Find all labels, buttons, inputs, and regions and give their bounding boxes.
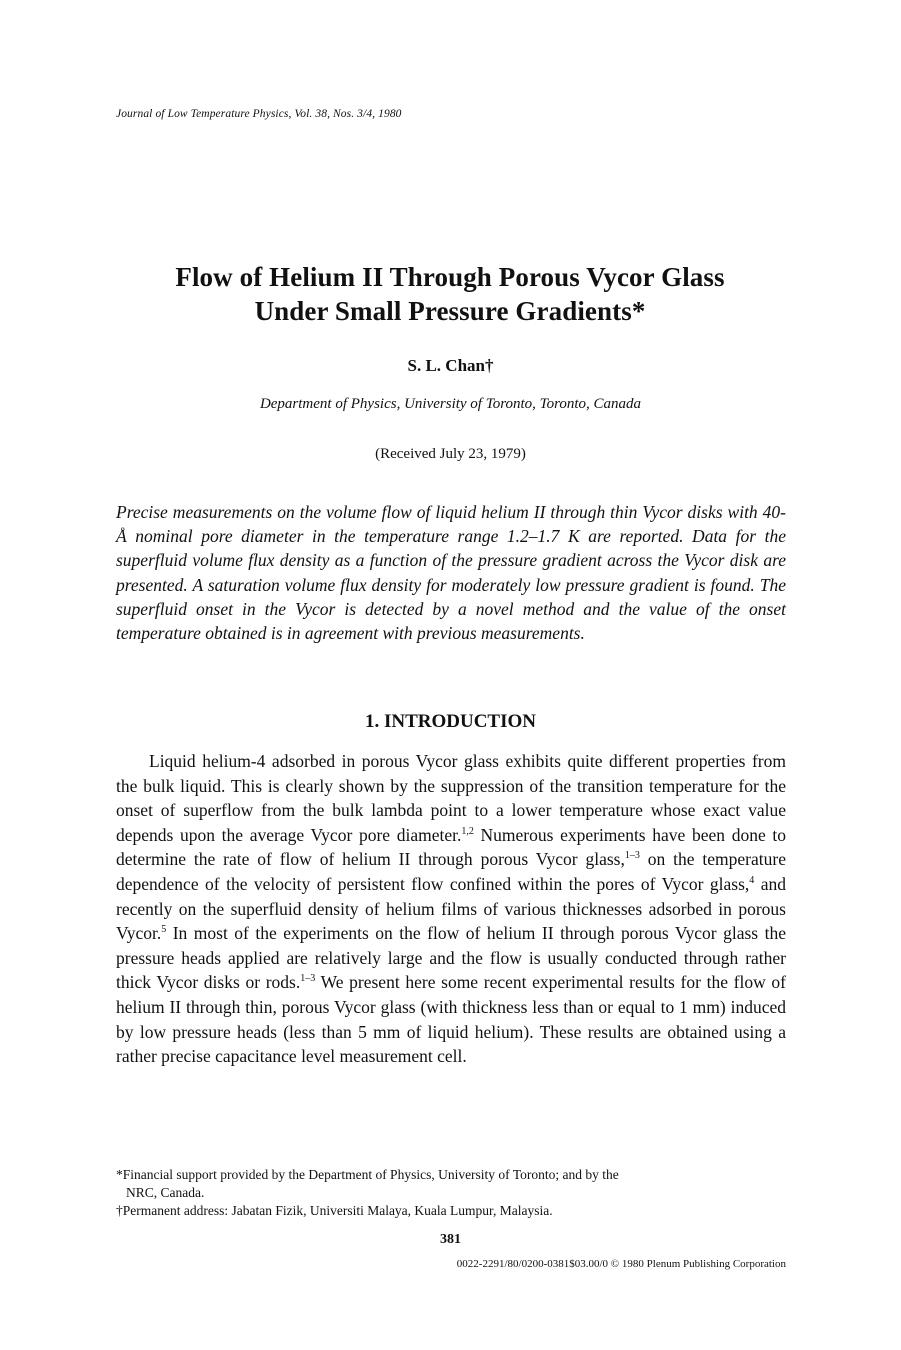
author-affiliation: Department of Physics, University of Toronto, Toronto, Canada xyxy=(259,396,642,412)
citation-ref: 4 xyxy=(749,874,755,886)
author-name: S. L. Chan† xyxy=(407,356,494,375)
intro-text-2: Numerous experiments have been done to determine the rate of flow of helium II through porous Vycor glass, xyxy=(116,824,786,870)
abstract: Precise measurements on the volume flow of liquid helium II through thin Vycor disks with 40-Å nominal pore diameter in the temperature range 1.2–1.7 K are reported. Data for the superfluid volume flux density as a function of the pressure gradient across the Vycor disk are presented. A saturation volume flux density for moderately low pressure gradient is found. The superfluid onset in the Vycor is detected by a novel method and the value of the onset temperature obtained is in agreement with previous measurements. xyxy=(116,502,786,644)
intro-text-6: We present here some recent experimental results for the flow of helium II through thin, porous Vycor glass (with thickness less than or equal to 1 mm) induced by low pressure heads (less than 5 mm of liquid helium). These results are obtained using a rather precise capacitance level measurement cell. xyxy=(116,972,786,1067)
journal-citation: Journal of Low Temperature Physics, Vol. 38, Nos. 3/4, 1980 xyxy=(116,108,402,120)
title-line-1: Flow of Helium II Through Porous Vycor Glass xyxy=(175,262,725,292)
introduction-body xyxy=(116,749,786,1069)
article-title xyxy=(90,260,810,328)
footnote-address: †Permanent address: Jabatan Fizik, Universiti Malaya, Kuala Lumpur, Malaysia. xyxy=(116,1203,553,1218)
citation-ref: 1–3 xyxy=(624,850,640,862)
introduction-paragraph xyxy=(116,749,786,1069)
title-line-2: Under Small Pressure Gradients* xyxy=(254,296,646,326)
citation-ref: 1,2 xyxy=(461,825,474,837)
section-heading: 1. INTRODUCTION xyxy=(364,711,537,732)
page-number: 381 xyxy=(440,1232,461,1247)
footnote-funding: *Financial support provided by the Department of Physics, University of Toronto; and by the xyxy=(116,1167,619,1182)
intro-text-4: and recently on the superfluid density of helium films of various thicknesses adsorbed in porous Vycor. xyxy=(116,873,786,944)
received-date: (Received July 23, 1979) xyxy=(375,446,526,462)
footnote-funding-cont: NRC, Canada. xyxy=(126,1185,205,1200)
intro-text-1: Liquid helium-4 adsorbed in porous Vycor glass exhibits quite different properties from the bulk liquid. This is clearly shown by the suppression of the transition temperature for the onset of superflow from the bulk lambda point to a lower temperature whose exact value depends upon the average Vycor pore diameter. xyxy=(116,751,786,845)
intro-text-3: on the temperature dependence of the velocity of persistent flow confined within the pores of Vycor glass, xyxy=(116,849,786,894)
citation-ref: 5 xyxy=(161,924,167,936)
intro-text-5: In most of the experiments on the flow of helium II through porous Vycor glass the pressure heads applied are relatively large and the flow is usually conducted through rather thick Vycor disks or rods. xyxy=(116,923,786,993)
citation-ref: 1–3 xyxy=(300,973,316,985)
copyright-line: 0022-2291/80/0200-0381$03.00/0 © 1980 Plenum Publishing Corporation xyxy=(456,1258,786,1270)
footnotes xyxy=(116,1166,791,1220)
